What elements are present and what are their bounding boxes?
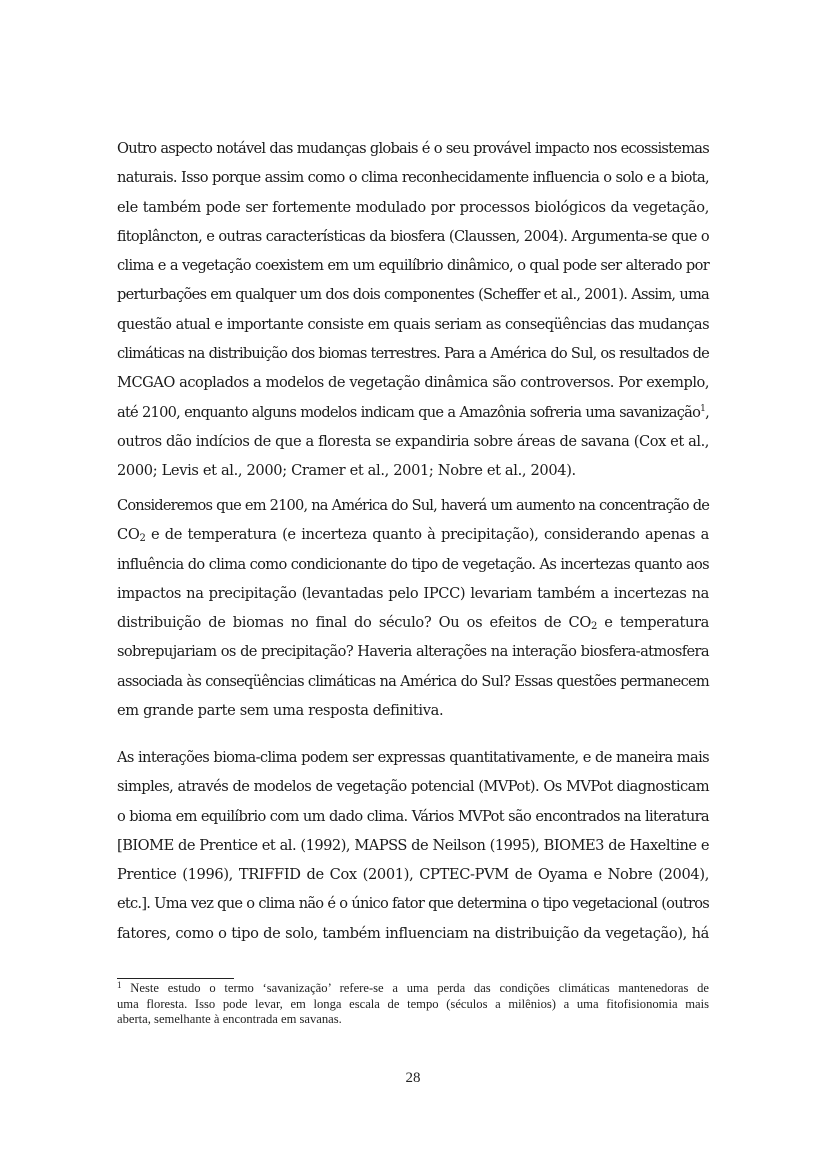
co2-subscript: 2	[590, 621, 597, 633]
text-segment: e temperatura	[604, 614, 709, 632]
paragraph-global-changes	[117, 134, 709, 486]
text-line: outros dão indícios de que a floresta se expandiria sobre áreas de savana (Cox et al.,	[117, 432, 709, 450]
co2-base: CO	[568, 614, 591, 632]
paragraph-south-america-2100	[117, 491, 709, 725]
co2-base: CO	[117, 526, 140, 544]
footnote-reference[interactable]: 1	[700, 403, 706, 414]
text-line: fitoplâncton, e outras características da biosfera (Claussen, 2004). Argumenta-se que o	[117, 227, 709, 245]
co2-formula	[569, 614, 597, 631]
footnote-separator	[117, 978, 234, 979]
footnote-marker: 1	[117, 980, 122, 990]
text-line: o bioma em equilíbrio com um dado clima. Vários MVPot são encontrados na literatura	[117, 807, 709, 825]
text-line: perturbações em qualquer um dos dois componentes (Scheffer et al., 2001). Assim, uma	[117, 286, 709, 304]
text-segment: distribuição de biomas no final do século? Ou os efeitos de	[117, 614, 562, 632]
text-line: [BIOME de Prentice et al. (1992), MAPSS de Neilson (1995), BIOME3 de Haxeltine e	[117, 836, 709, 854]
text-line: Prentice (1996), TRIFFID de Cox (2001), CPTEC-PVM de Oyama e Nobre (2004),	[117, 866, 709, 884]
text-segment: Neste estudo o termo ‘savanização’ refere-se a uma perda das condições climáticas mantenedoras de	[130, 981, 709, 995]
text-line-co2	[117, 520, 709, 549]
text-line: em grande parte sem uma resposta definitiva.	[117, 702, 444, 720]
text-line: MCGAO acoplados a modelos de vegetação dinâmica são controversos. Por exemplo,	[117, 374, 709, 392]
co2-formula	[117, 526, 145, 543]
text-line: Consideremos que em 2100, na América do Sul, haverá um aumento na concentração de	[117, 497, 709, 514]
text-segment: ,	[705, 403, 709, 421]
text-line-co2	[117, 608, 709, 637]
text-line: associada às conseqüências climáticas na América do Sul? Essas questões permanecem	[117, 672, 709, 690]
text-line: simples, através de modelos de vegetação potencial (MVPot). Os MVPot diagnosticam	[117, 778, 709, 796]
text-line: Outro aspecto notável das mudanças globais é o seu provável impacto nos ecossistemas	[117, 140, 709, 157]
text-line: fatores, como o tipo de solo, também influenciam na distribuição da vegetação), há	[117, 924, 709, 942]
footnote	[117, 981, 709, 1028]
text-line: questão atual e importante consiste em quais seriam as conseqüências das mudanças	[117, 315, 709, 333]
text-line: sobrepujariam os de precipitação? Haveria alterações na interação biosfera-atmosfera	[117, 643, 709, 661]
text-line: ele também pode ser fortemente modulado por processos biológicos da vegetação,	[117, 198, 709, 216]
page-number: 28	[405, 1070, 421, 1086]
text-line: clima e a vegetação coexistem em um equilíbrio dinâmico, o qual pode ser alterado por	[117, 257, 709, 275]
text-line-with-footnote-ref	[117, 398, 709, 427]
footnote-line: uma floresta. Isso pode levar, em longa escala de tempo (séculos a milênios) a uma fitofisionomia mais	[117, 996, 709, 1011]
text-line: climáticas na distribuição dos biomas terrestres. Para a América do Sul, os resultados de	[117, 345, 709, 363]
text-line: etc.]. Uma vez que o clima não é o único fator que determina o tipo vegetacional (outros	[117, 895, 709, 913]
text-line: influência do clima como condicionante do tipo de vegetação. As incertezas quanto aos	[117, 555, 709, 573]
co2-subscript: 2	[139, 533, 146, 545]
footnote-line: aberta, semelhante à encontrada em savanas.	[117, 1012, 342, 1027]
paragraph-biome-climate-models	[117, 743, 709, 948]
text-segment: até 2100, enquanto alguns modelos indicam que a Amazônia sofreria uma savanização	[117, 403, 701, 421]
text-line: impactos na precipitação (levantadas pelo IPCC) levariam também a incertezas na	[117, 584, 709, 602]
text-line: As interações bioma-clima podem ser expressas quantitativamente, e de maneira mais	[117, 749, 709, 766]
footnote-line	[117, 981, 709, 997]
text-line: 2000; Levis et al., 2000; Cramer et al., 2001; Nobre et al., 2004).	[117, 462, 576, 480]
text-segment: e de temperatura (e incerteza quanto à precipitação), considerando apenas a	[150, 526, 709, 544]
text-line: naturais. Isso porque assim como o clima reconhecidamente influencia o solo e a biota,	[117, 169, 709, 187]
